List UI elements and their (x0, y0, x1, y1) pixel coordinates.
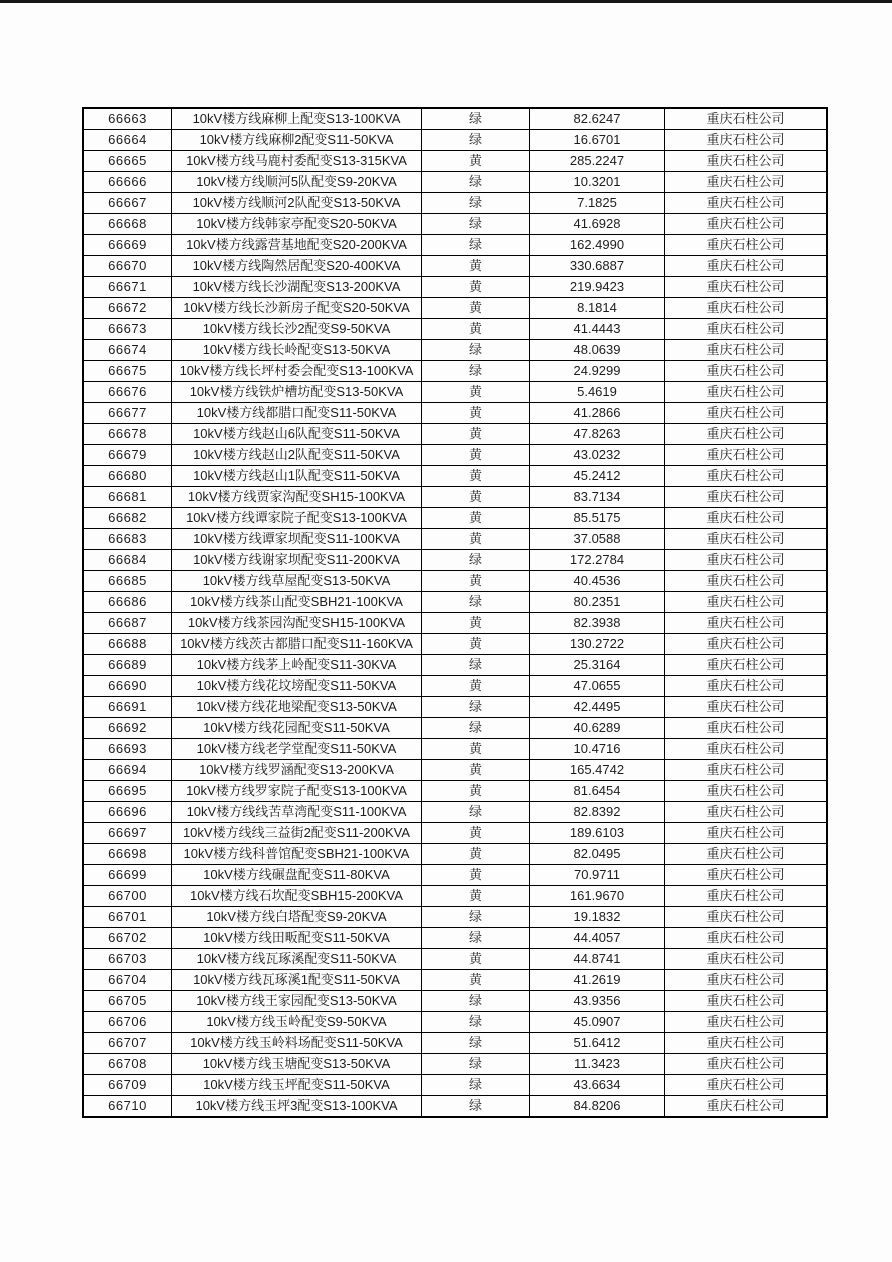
cell-name: 10kV楼方线马鹿村委配变S13-315KVA (172, 151, 422, 172)
cell-flag: 绿 (422, 214, 530, 235)
cell-company: 重庆石柱公司 (665, 108, 828, 130)
table-row (83, 151, 827, 172)
cell-flag: 黄 (422, 781, 530, 802)
cell-id: 66679 (83, 445, 172, 466)
cell-flag: 绿 (422, 1075, 530, 1096)
cell-value: 47.0655 (530, 676, 665, 697)
cell-flag: 绿 (422, 550, 530, 571)
cell-flag: 黄 (422, 487, 530, 508)
cell-id: 66681 (83, 487, 172, 508)
table-row (83, 760, 827, 781)
cell-name: 10kV楼方线谭家坝配变S11-100KVA (172, 529, 422, 550)
cell-company: 重庆石柱公司 (665, 949, 828, 970)
cell-name: 10kV楼方线花坟塝配变S11-50KVA (172, 676, 422, 697)
cell-id: 66663 (83, 108, 172, 130)
table-body (83, 108, 827, 1117)
cell-company: 重庆石柱公司 (665, 361, 828, 382)
table-row (83, 108, 827, 130)
cell-company: 重庆石柱公司 (665, 802, 828, 823)
table-row (83, 928, 827, 949)
cell-name: 10kV楼方线铁炉槽坊配变S13-50KVA (172, 382, 422, 403)
cell-id: 66669 (83, 235, 172, 256)
cell-name: 10kV楼方线长沙2配变S9-50KVA (172, 319, 422, 340)
cell-name: 10kV楼方线茨古都腊口配变S11-160KVA (172, 634, 422, 655)
table-row (83, 403, 827, 424)
cell-name: 10kV楼方线玉坪3配变S13-100KVA (172, 1096, 422, 1118)
cell-flag: 绿 (422, 928, 530, 949)
cell-value: 189.6103 (530, 823, 665, 844)
cell-flag: 绿 (422, 1096, 530, 1118)
table-row (83, 466, 827, 487)
cell-value: 41.4443 (530, 319, 665, 340)
cell-flag: 绿 (422, 193, 530, 214)
cell-id: 66706 (83, 1012, 172, 1033)
cell-id: 66677 (83, 403, 172, 424)
cell-flag: 黄 (422, 151, 530, 172)
cell-flag: 绿 (422, 130, 530, 151)
cell-name: 10kV楼方线长坪村委会配变S13-100KVA (172, 361, 422, 382)
cell-id: 66665 (83, 151, 172, 172)
cell-company: 重庆石柱公司 (665, 529, 828, 550)
cell-id: 66703 (83, 949, 172, 970)
cell-company: 重庆石柱公司 (665, 697, 828, 718)
table-row (83, 382, 827, 403)
cell-value: 16.6701 (530, 130, 665, 151)
table-row (83, 571, 827, 592)
table-row (83, 907, 827, 928)
cell-id: 66685 (83, 571, 172, 592)
table-row (83, 592, 827, 613)
cell-name: 10kV楼方线都腊口配变S11-50KVA (172, 403, 422, 424)
cell-value: 285.2247 (530, 151, 665, 172)
cell-value: 83.7134 (530, 487, 665, 508)
cell-company: 重庆石柱公司 (665, 865, 828, 886)
cell-value: 84.8206 (530, 1096, 665, 1118)
cell-name: 10kV楼方线陶然居配变S20-400KVA (172, 256, 422, 277)
table-row (83, 508, 827, 529)
cell-name: 10kV楼方线科普馆配变SBH21-100KVA (172, 844, 422, 865)
table-row (83, 823, 827, 844)
cell-company: 重庆石柱公司 (665, 172, 828, 193)
cell-flag: 绿 (422, 592, 530, 613)
cell-name: 10kV楼方线瓦琢溪配变S11-50KVA (172, 949, 422, 970)
cell-company: 重庆石柱公司 (665, 445, 828, 466)
cell-value: 44.8741 (530, 949, 665, 970)
cell-flag: 绿 (422, 802, 530, 823)
page-top-border (0, 0, 892, 3)
cell-flag: 黄 (422, 676, 530, 697)
cell-id: 66699 (83, 865, 172, 886)
cell-name: 10kV楼方线谢家坝配变S11-200KVA (172, 550, 422, 571)
cell-flag: 黄 (422, 571, 530, 592)
cell-id: 66708 (83, 1054, 172, 1075)
cell-id: 66693 (83, 739, 172, 760)
table-row (83, 865, 827, 886)
cell-id: 66668 (83, 214, 172, 235)
cell-id: 66664 (83, 130, 172, 151)
cell-id: 66696 (83, 802, 172, 823)
cell-flag: 绿 (422, 340, 530, 361)
cell-flag: 黄 (422, 529, 530, 550)
cell-flag: 绿 (422, 655, 530, 676)
table-row (83, 340, 827, 361)
cell-company: 重庆石柱公司 (665, 613, 828, 634)
cell-value: 24.9299 (530, 361, 665, 382)
cell-id: 66701 (83, 907, 172, 928)
cell-name: 10kV楼方线罗涵配变S13-200KVA (172, 760, 422, 781)
table-row (83, 844, 827, 865)
cell-id: 66682 (83, 508, 172, 529)
cell-company: 重庆石柱公司 (665, 592, 828, 613)
cell-company: 重庆石柱公司 (665, 739, 828, 760)
cell-value: 25.3164 (530, 655, 665, 676)
cell-flag: 黄 (422, 970, 530, 991)
cell-value: 161.9670 (530, 886, 665, 907)
cell-name: 10kV楼方线长沙湖配变S13-200KVA (172, 277, 422, 298)
cell-id: 66694 (83, 760, 172, 781)
cell-value: 82.3938 (530, 613, 665, 634)
cell-company: 重庆石柱公司 (665, 424, 828, 445)
cell-value: 19.1832 (530, 907, 665, 928)
cell-company: 重庆石柱公司 (665, 655, 828, 676)
table-row (83, 1075, 827, 1096)
cell-flag: 绿 (422, 108, 530, 130)
table-row (83, 361, 827, 382)
cell-value: 80.2351 (530, 592, 665, 613)
table-row (83, 487, 827, 508)
cell-id: 66666 (83, 172, 172, 193)
cell-name: 10kV楼方线玉岭配变S9-50KVA (172, 1012, 422, 1033)
cell-value: 43.0232 (530, 445, 665, 466)
cell-flag: 绿 (422, 361, 530, 382)
cell-value: 81.6454 (530, 781, 665, 802)
cell-flag: 黄 (422, 403, 530, 424)
cell-id: 66709 (83, 1075, 172, 1096)
cell-id: 66689 (83, 655, 172, 676)
cell-flag: 绿 (422, 235, 530, 256)
cell-name: 10kV楼方线长岭配变S13-50KVA (172, 340, 422, 361)
table-row (83, 676, 827, 697)
cell-company: 重庆石柱公司 (665, 1033, 828, 1054)
cell-company: 重庆石柱公司 (665, 1012, 828, 1033)
cell-value: 162.4990 (530, 235, 665, 256)
cell-name: 10kV楼方线茅上岭配变S11-30KVA (172, 655, 422, 676)
cell-id: 66702 (83, 928, 172, 949)
cell-name: 10kV楼方线玉塘配变S13-50KVA (172, 1054, 422, 1075)
cell-value: 10.4716 (530, 739, 665, 760)
table-row (83, 172, 827, 193)
cell-company: 重庆石柱公司 (665, 634, 828, 655)
table-row (83, 781, 827, 802)
cell-flag: 黄 (422, 445, 530, 466)
cell-value: 51.6412 (530, 1033, 665, 1054)
cell-name: 10kV楼方线罗家院子配变S13-100KVA (172, 781, 422, 802)
cell-name: 10kV楼方线线三益街2配变S11-200KVA (172, 823, 422, 844)
cell-name: 10kV楼方线赵山6队配变S11-50KVA (172, 424, 422, 445)
cell-flag: 黄 (422, 865, 530, 886)
cell-company: 重庆石柱公司 (665, 991, 828, 1012)
cell-id: 66707 (83, 1033, 172, 1054)
cell-flag: 绿 (422, 697, 530, 718)
cell-name: 10kV楼方线玉坪配变S11-50KVA (172, 1075, 422, 1096)
cell-flag: 黄 (422, 613, 530, 634)
table-row (83, 886, 827, 907)
cell-value: 330.6887 (530, 256, 665, 277)
table-row (83, 1012, 827, 1033)
cell-company: 重庆石柱公司 (665, 487, 828, 508)
cell-id: 66674 (83, 340, 172, 361)
cell-value: 7.1825 (530, 193, 665, 214)
cell-id: 66705 (83, 991, 172, 1012)
cell-value: 70.9711 (530, 865, 665, 886)
cell-value: 165.4742 (530, 760, 665, 781)
cell-value: 44.4057 (530, 928, 665, 949)
cell-flag: 黄 (422, 466, 530, 487)
cell-id: 66688 (83, 634, 172, 655)
cell-value: 48.0639 (530, 340, 665, 361)
cell-name: 10kV楼方线田畈配变S11-50KVA (172, 928, 422, 949)
table-row (83, 1033, 827, 1054)
cell-company: 重庆石柱公司 (665, 886, 828, 907)
cell-flag: 黄 (422, 739, 530, 760)
cell-value: 82.8392 (530, 802, 665, 823)
cell-value: 219.9423 (530, 277, 665, 298)
cell-flag: 绿 (422, 718, 530, 739)
cell-flag: 绿 (422, 1012, 530, 1033)
cell-value: 40.4536 (530, 571, 665, 592)
cell-id: 66698 (83, 844, 172, 865)
cell-value: 10.3201 (530, 172, 665, 193)
table-row (83, 613, 827, 634)
cell-value: 5.4619 (530, 382, 665, 403)
cell-id: 66686 (83, 592, 172, 613)
cell-value: 8.1814 (530, 298, 665, 319)
cell-flag: 黄 (422, 634, 530, 655)
cell-name: 10kV楼方线赵山2队配变S11-50KVA (172, 445, 422, 466)
cell-name: 10kV楼方线白塔配变S9-20KVA (172, 907, 422, 928)
cell-id: 66680 (83, 466, 172, 487)
cell-flag: 黄 (422, 508, 530, 529)
table-row (83, 550, 827, 571)
cell-company: 重庆石柱公司 (665, 1075, 828, 1096)
cell-id: 66678 (83, 424, 172, 445)
table-row (83, 718, 827, 739)
table-row (83, 235, 827, 256)
cell-company: 重庆石柱公司 (665, 1096, 828, 1118)
cell-flag: 黄 (422, 319, 530, 340)
cell-name: 10kV楼方线顺河2队配变S13-50KVA (172, 193, 422, 214)
cell-company: 重庆石柱公司 (665, 676, 828, 697)
cell-name: 10kV楼方线花地梁配变S13-50KVA (172, 697, 422, 718)
cell-company: 重庆石柱公司 (665, 340, 828, 361)
cell-value: 43.6634 (530, 1075, 665, 1096)
table-row (83, 1096, 827, 1118)
table-row (83, 445, 827, 466)
table-row (83, 949, 827, 970)
table-row (83, 256, 827, 277)
table-row (83, 298, 827, 319)
table-row (83, 1054, 827, 1075)
table-row (83, 634, 827, 655)
table-row (83, 130, 827, 151)
cell-name: 10kV楼方线草屋配变S13-50KVA (172, 571, 422, 592)
cell-company: 重庆石柱公司 (665, 319, 828, 340)
cell-value: 82.6247 (530, 108, 665, 130)
cell-value: 172.2784 (530, 550, 665, 571)
table-row (83, 214, 827, 235)
cell-flag: 黄 (422, 949, 530, 970)
cell-flag: 黄 (422, 298, 530, 319)
table-row (83, 739, 827, 760)
cell-company: 重庆石柱公司 (665, 235, 828, 256)
cell-company: 重庆石柱公司 (665, 970, 828, 991)
cell-flag: 黄 (422, 256, 530, 277)
cell-name: 10kV楼方线茶山配变SBH21-100KVA (172, 592, 422, 613)
cell-company: 重庆石柱公司 (665, 928, 828, 949)
cell-company: 重庆石柱公司 (665, 550, 828, 571)
cell-flag: 黄 (422, 277, 530, 298)
cell-flag: 黄 (422, 844, 530, 865)
cell-name: 10kV楼方线露营基地配变S20-200KVA (172, 235, 422, 256)
table-row (83, 424, 827, 445)
table-row (83, 697, 827, 718)
table-row (83, 655, 827, 676)
cell-company: 重庆石柱公司 (665, 130, 828, 151)
cell-value: 41.2866 (530, 403, 665, 424)
cell-company: 重庆石柱公司 (665, 1054, 828, 1075)
cell-id: 66697 (83, 823, 172, 844)
cell-name: 10kV楼方线贾家沟配变SH15-100KVA (172, 487, 422, 508)
cell-company: 重庆石柱公司 (665, 466, 828, 487)
cell-id: 66670 (83, 256, 172, 277)
cell-flag: 绿 (422, 991, 530, 1012)
cell-flag: 黄 (422, 424, 530, 445)
cell-id: 66690 (83, 676, 172, 697)
cell-name: 10kV楼方线老学堂配变S11-50KVA (172, 739, 422, 760)
table-row (83, 991, 827, 1012)
cell-flag: 黄 (422, 886, 530, 907)
cell-name: 10kV楼方线顺河5队配变S9-20KVA (172, 172, 422, 193)
cell-id: 66700 (83, 886, 172, 907)
table-row (83, 802, 827, 823)
cell-id: 66673 (83, 319, 172, 340)
cell-value: 45.0907 (530, 1012, 665, 1033)
cell-company: 重庆石柱公司 (665, 907, 828, 928)
table-row (83, 970, 827, 991)
cell-value: 40.6289 (530, 718, 665, 739)
cell-name: 10kV楼方线花园配变S11-50KVA (172, 718, 422, 739)
cell-company: 重庆石柱公司 (665, 718, 828, 739)
cell-name: 10kV楼方线碾盘配变S11-80KVA (172, 865, 422, 886)
cell-company: 重庆石柱公司 (665, 844, 828, 865)
cell-flag: 绿 (422, 1054, 530, 1075)
cell-id: 66695 (83, 781, 172, 802)
table-row (83, 319, 827, 340)
cell-name: 10kV楼方线麻柳上配变S13-100KVA (172, 108, 422, 130)
table-row (83, 193, 827, 214)
cell-id: 66683 (83, 529, 172, 550)
cell-company: 重庆石柱公司 (665, 571, 828, 592)
cell-company: 重庆石柱公司 (665, 277, 828, 298)
cell-value: 85.5175 (530, 508, 665, 529)
cell-name: 10kV楼方线麻柳2配变S11-50KVA (172, 130, 422, 151)
cell-company: 重庆石柱公司 (665, 403, 828, 424)
cell-name: 10kV楼方线赵山1队配变S11-50KVA (172, 466, 422, 487)
cell-id: 66675 (83, 361, 172, 382)
cell-company: 重庆石柱公司 (665, 256, 828, 277)
cell-company: 重庆石柱公司 (665, 823, 828, 844)
cell-value: 43.9356 (530, 991, 665, 1012)
cell-company: 重庆石柱公司 (665, 508, 828, 529)
cell-id: 66676 (83, 382, 172, 403)
cell-value: 82.0495 (530, 844, 665, 865)
cell-name: 10kV楼方线王家园配变S13-50KVA (172, 991, 422, 1012)
cell-name: 10kV楼方线瓦琢溪1配变S11-50KVA (172, 970, 422, 991)
cell-id: 66692 (83, 718, 172, 739)
cell-id: 66672 (83, 298, 172, 319)
cell-name: 10kV楼方线长沙新房子配变S20-50KVA (172, 298, 422, 319)
cell-id: 66687 (83, 613, 172, 634)
cell-name: 10kV楼方线谭家院子配变S13-100KVA (172, 508, 422, 529)
cell-flag: 黄 (422, 760, 530, 781)
cell-id: 66704 (83, 970, 172, 991)
cell-name: 10kV楼方线玉岭料场配变S11-50KVA (172, 1033, 422, 1054)
cell-flag: 绿 (422, 172, 530, 193)
cell-company: 重庆石柱公司 (665, 214, 828, 235)
cell-company: 重庆石柱公司 (665, 151, 828, 172)
cell-value: 130.2722 (530, 634, 665, 655)
cell-value: 45.2412 (530, 466, 665, 487)
cell-name: 10kV楼方线线苦草湾配变S11-100KVA (172, 802, 422, 823)
cell-company: 重庆石柱公司 (665, 781, 828, 802)
cell-value: 11.3423 (530, 1054, 665, 1075)
cell-company: 重庆石柱公司 (665, 382, 828, 403)
cell-value: 42.4495 (530, 697, 665, 718)
cell-flag: 绿 (422, 907, 530, 928)
cell-value: 47.8263 (530, 424, 665, 445)
cell-id: 66691 (83, 697, 172, 718)
cell-company: 重庆石柱公司 (665, 193, 828, 214)
transformer-table (82, 107, 828, 1118)
cell-company: 重庆石柱公司 (665, 298, 828, 319)
cell-id: 66667 (83, 193, 172, 214)
cell-id: 66684 (83, 550, 172, 571)
cell-flag: 黄 (422, 382, 530, 403)
cell-flag: 黄 (422, 823, 530, 844)
cell-value: 37.0588 (530, 529, 665, 550)
table-row (83, 277, 827, 298)
table-row (83, 529, 827, 550)
cell-name: 10kV楼方线茶园沟配变SH15-100KVA (172, 613, 422, 634)
cell-name: 10kV楼方线石坎配变SBH15-200KVA (172, 886, 422, 907)
cell-flag: 绿 (422, 1033, 530, 1054)
cell-value: 41.2619 (530, 970, 665, 991)
cell-id: 66671 (83, 277, 172, 298)
cell-name: 10kV楼方线韩家亭配变S20-50KVA (172, 214, 422, 235)
cell-value: 41.6928 (530, 214, 665, 235)
cell-id: 66710 (83, 1096, 172, 1118)
cell-company: 重庆石柱公司 (665, 760, 828, 781)
